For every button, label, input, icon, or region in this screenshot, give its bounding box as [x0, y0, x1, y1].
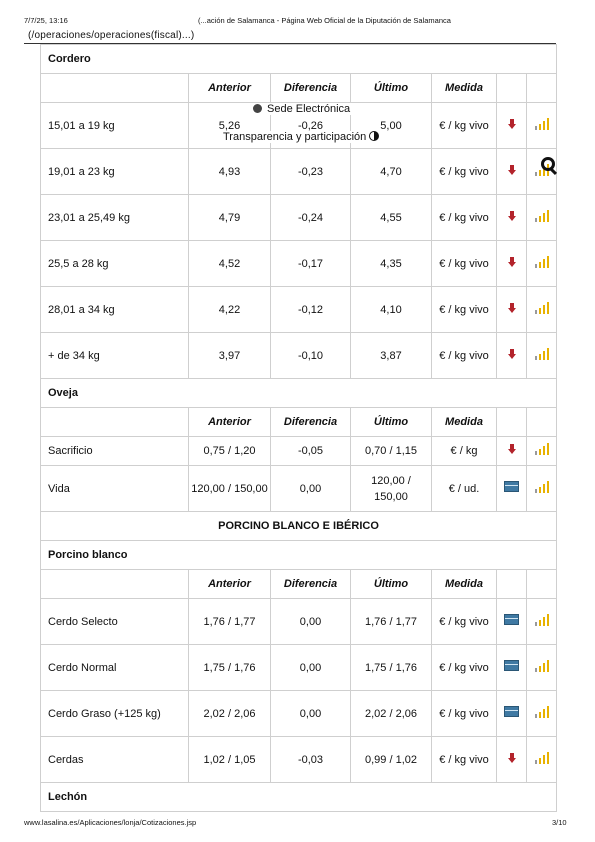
- header-blank: [497, 74, 527, 103]
- chart-bars-icon[interactable]: [535, 705, 549, 718]
- header-medida: Medida: [432, 570, 497, 599]
- cell-chart-link: [527, 691, 557, 737]
- cell-anterior: 1,02 / 1,05: [189, 737, 271, 783]
- cell-trend: [497, 466, 527, 512]
- row-label: + de 34 kg: [41, 333, 189, 379]
- cell-chart-link: [527, 737, 557, 783]
- cell-trend: [497, 645, 527, 691]
- breadcrumb-path: (/operaciones/operaciones(fiscal)...): [28, 30, 195, 41]
- sede-electronica-label: Sede Electrónica: [267, 103, 351, 115]
- column-header-row: [41, 408, 557, 437]
- cell-ultimo: 1,75 / 1,76: [351, 645, 432, 691]
- globe-icon: [253, 104, 262, 113]
- cell-anterior: 4,52: [189, 241, 271, 287]
- section-cordero: [41, 45, 557, 74]
- cell-medida: € / kg vivo: [432, 287, 497, 333]
- trend-stable-icon: [504, 706, 519, 717]
- cell-chart-link: [527, 645, 557, 691]
- chart-bars-icon[interactable]: [535, 480, 549, 493]
- trend-down-icon: [508, 165, 516, 175]
- header-anterior: Anterior: [189, 74, 271, 103]
- header-blank: [527, 74, 557, 103]
- header-blank: [497, 570, 527, 599]
- header-blank: [41, 570, 189, 599]
- cell-chart-link: [527, 241, 557, 287]
- cell-diferencia: -0,05: [271, 437, 351, 466]
- cell-ultimo: 0,99 / 1,02: [351, 737, 432, 783]
- chart-bars-icon[interactable]: [535, 347, 549, 360]
- row-label: Cerdas: [41, 737, 189, 783]
- cell-medida: € / kg: [432, 437, 497, 466]
- trend-down-icon: [508, 753, 516, 763]
- section-cordero-title: Cordero: [41, 45, 557, 74]
- cell-medida: € / kg vivo: [432, 241, 497, 287]
- table-row: [41, 333, 557, 379]
- header-diferencia: Diferencia: [271, 408, 351, 437]
- cell-diferencia: 0,00: [271, 599, 351, 645]
- trend-down-icon: [508, 349, 516, 359]
- section-oveja: [41, 379, 557, 408]
- cell-diferencia: -0,17: [271, 241, 351, 287]
- table-row: [41, 645, 557, 691]
- header-blank: [41, 74, 189, 103]
- header-medida: Medida: [432, 408, 497, 437]
- section-lechon-title: Lechón: [41, 783, 557, 812]
- header-blank: [41, 408, 189, 437]
- cell-diferencia: -0,12: [271, 287, 351, 333]
- column-header-row: [41, 570, 557, 599]
- cell-medida: € / kg vivo: [432, 737, 497, 783]
- cell-medida: € / kg vivo: [432, 103, 497, 149]
- header-ultimo: Último: [351, 408, 432, 437]
- cell-trend: [497, 737, 527, 783]
- print-footer-url: www.lasalina.es/Aplicaciones/lonja/Cotizaciones.jsp: [24, 818, 197, 827]
- cell-trend: [497, 437, 527, 466]
- row-label: 23,01 a 25,49 kg: [41, 195, 189, 241]
- cell-trend: [497, 195, 527, 241]
- table-row: [41, 287, 557, 333]
- cell-anterior: 2,02 / 2,06: [189, 691, 271, 737]
- cell-ultimo: 0,70 / 1,15: [351, 437, 432, 466]
- section-porcino-blanco: [41, 541, 557, 570]
- row-label: 28,01 a 34 kg: [41, 287, 189, 333]
- chart-bars-icon[interactable]: [535, 255, 549, 268]
- trend-down-icon: [508, 444, 516, 454]
- cell-ultimo: 4,70: [351, 149, 432, 195]
- cell-diferencia: -0,26: [271, 103, 351, 149]
- chart-bars-icon[interactable]: [535, 613, 549, 626]
- print-page-title: (...ación de Salamanca - Página Web Oficial de la Diputación de Salamanca: [198, 16, 451, 25]
- cell-ultimo: 5,00: [351, 103, 432, 149]
- table-row: [41, 195, 557, 241]
- cell-trend: [497, 103, 527, 149]
- sede-electronica-link[interactable]: [252, 103, 351, 115]
- cell-trend: [497, 287, 527, 333]
- chart-bars-icon[interactable]: [535, 442, 549, 455]
- header-blank: [527, 570, 557, 599]
- cell-anterior: 1,76 / 1,77: [189, 599, 271, 645]
- cell-chart-link: [527, 599, 557, 645]
- transparencia-label: Transparencia y participación: [223, 131, 367, 143]
- cell-medida: € / kg vivo: [432, 333, 497, 379]
- table-row: [41, 241, 557, 287]
- cell-medida: € / kg vivo: [432, 149, 497, 195]
- cell-anterior: 4,93: [189, 149, 271, 195]
- cell-medida: € / kg vivo: [432, 599, 497, 645]
- chart-bars-icon[interactable]: [535, 751, 549, 764]
- cell-ultimo: 3,87: [351, 333, 432, 379]
- table-row: [41, 737, 557, 783]
- cell-ultimo: 4,55: [351, 195, 432, 241]
- trend-stable-icon: [504, 481, 519, 492]
- quotes-table: [40, 44, 557, 812]
- cell-anterior: 5,26: [189, 103, 271, 149]
- cell-chart-link: [527, 195, 557, 241]
- row-label: Cerdo Selecto: [41, 599, 189, 645]
- trend-stable-icon: [504, 660, 519, 671]
- cell-trend: [497, 599, 527, 645]
- contrast-icon: [369, 131, 379, 141]
- trend-down-icon: [508, 257, 516, 267]
- cell-ultimo: 1,76 / 1,77: [351, 599, 432, 645]
- cell-anterior: 1,75 / 1,76: [189, 645, 271, 691]
- cell-ultimo: 4,10: [351, 287, 432, 333]
- cell-trend: [497, 333, 527, 379]
- cell-trend: [497, 691, 527, 737]
- cell-chart-link: [527, 287, 557, 333]
- header-anterior: Anterior: [189, 570, 271, 599]
- row-label: 15,01 a 19 kg: [41, 103, 189, 149]
- section-oveja-title: Oveja: [41, 379, 557, 408]
- cell-ultimo: 4,35: [351, 241, 432, 287]
- section-porcino: [41, 512, 557, 541]
- trend-down-icon: [508, 119, 516, 129]
- transparencia-link[interactable]: [222, 131, 380, 143]
- section-lechon: [41, 783, 557, 812]
- cell-medida: € / ud.: [432, 466, 497, 512]
- cell-diferencia: -0,10: [271, 333, 351, 379]
- row-label: Vida: [41, 466, 189, 512]
- section-porcino-title: PORCINO BLANCO E IBÉRICO: [41, 512, 557, 541]
- row-label: 25,5 a 28 kg: [41, 241, 189, 287]
- cell-medida: € / kg vivo: [432, 645, 497, 691]
- column-header-row: [41, 74, 557, 103]
- cell-medida: € / kg vivo: [432, 691, 497, 737]
- cell-chart-link: [527, 103, 557, 149]
- chart-bars-icon[interactable]: [535, 117, 549, 130]
- header-ultimo: Último: [351, 74, 432, 103]
- header-ultimo: Último: [351, 570, 432, 599]
- print-page-number: 3/10: [552, 818, 567, 827]
- cell-anterior: 4,22: [189, 287, 271, 333]
- row-label: Cerdo Normal: [41, 645, 189, 691]
- search-icon[interactable]: [541, 157, 556, 175]
- chart-bars-icon[interactable]: [535, 209, 549, 222]
- table-row: [41, 149, 557, 195]
- table-row: [41, 691, 557, 737]
- chart-bars-icon[interactable]: [535, 301, 549, 314]
- row-label: 19,01 a 23 kg: [41, 149, 189, 195]
- table-row: [41, 599, 557, 645]
- header-blank: [497, 408, 527, 437]
- trend-down-icon: [508, 303, 516, 313]
- header-diferencia: Diferencia: [271, 74, 351, 103]
- cell-chart-link: [527, 333, 557, 379]
- header-medida: Medida: [432, 74, 497, 103]
- cell-trend: [497, 149, 527, 195]
- cell-diferencia: 0,00: [271, 691, 351, 737]
- header-anterior: Anterior: [189, 408, 271, 437]
- cell-diferencia: 0,00: [271, 645, 351, 691]
- cell-anterior: 3,97: [189, 333, 271, 379]
- cell-anterior: 120,00 / 150,00: [189, 466, 271, 512]
- chart-bars-icon[interactable]: [535, 659, 549, 672]
- cell-ultimo: 120,00 / 150,00: [351, 466, 432, 512]
- header-diferencia: Diferencia: [271, 570, 351, 599]
- table-row: [41, 437, 557, 466]
- trend-stable-icon: [504, 614, 519, 625]
- section-porcino-blanco-title: Porcino blanco: [41, 541, 557, 570]
- table-row: [41, 466, 557, 512]
- cell-anterior: 4,79: [189, 195, 271, 241]
- row-label: Sacrificio: [41, 437, 189, 466]
- cell-medida: € / kg vivo: [432, 195, 497, 241]
- cell-diferencia: 0,00: [271, 466, 351, 512]
- print-datetime: 7/7/25, 13:16: [24, 16, 68, 25]
- header-blank: [527, 408, 557, 437]
- cell-diferencia: -0,24: [271, 195, 351, 241]
- cell-diferencia: -0,23: [271, 149, 351, 195]
- cell-diferencia: -0,03: [271, 737, 351, 783]
- cell-trend: [497, 241, 527, 287]
- cell-anterior: 0,75 / 1,20: [189, 437, 271, 466]
- cell-ultimo: 2,02 / 2,06: [351, 691, 432, 737]
- cell-chart-link: [527, 437, 557, 466]
- trend-down-icon: [508, 211, 516, 221]
- cell-chart-link: [527, 466, 557, 512]
- row-label: Cerdo Graso (+125 kg): [41, 691, 189, 737]
